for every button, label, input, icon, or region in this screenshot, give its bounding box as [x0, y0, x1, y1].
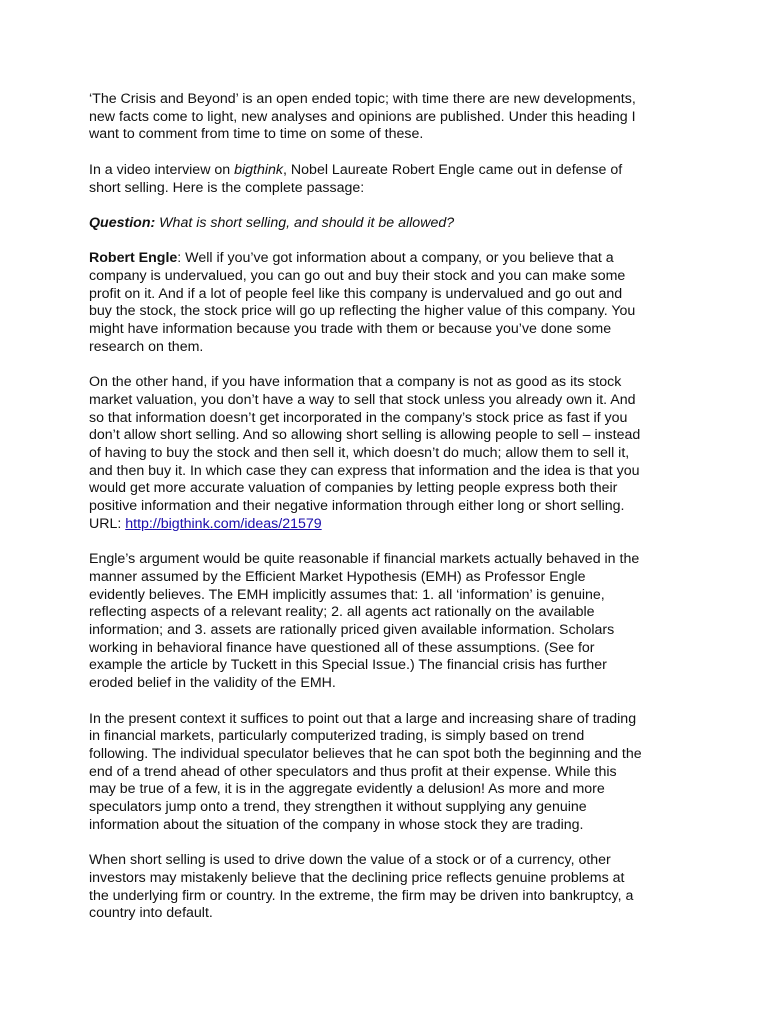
engle-answer-text: : Well if you’ve got information about a company, or you believe that a company is undervalued, you can go out and buy their stock and you can make some profit on it. And if a lot of people feel like this company is undervalued and go out and buy the stock, the stock price will go up reflecting the higher value of this company. You might have information because you trade with them or because you’ve done some research on them. [89, 250, 636, 355]
url-label: URL: [89, 515, 126, 532]
document-page [89, 91, 689, 941]
engle-answer-continued-paragraph [89, 374, 689, 533]
speaker-name: Robert Engle [89, 250, 178, 267]
question-paragraph [89, 215, 689, 233]
trend-following-paragraph: In the present context it suffices to point out that a large and increasing share of trading in financial markets, particularly computerized trading, is simply based on trend following. The individual speculator believes that he can spot both the beginning and the end of a trend ahead of other speculators and thus profit at their expense. While this may be true of a few, it is in the aggregate evidently a delusion! As more and more speculators jump onto a trend, they strengthen it without supplying any genuine information about the situation of the company in whose stock they are trading. [89, 710, 642, 833]
question-label: Question: [89, 214, 156, 231]
question-text: What is short selling, and should it be allowed? [155, 214, 455, 231]
video-text-after: , Nobel Laureate Robert Engle came out in defense of short selling. Here is the complete passage: [89, 161, 623, 196]
bigthink-url-link[interactable]: http://bigthink.com/ideas/21579 [125, 515, 322, 532]
bigthink-source: bigthink [234, 161, 284, 178]
engle-answer-paragraph [89, 250, 689, 356]
video-interview-paragraph [89, 162, 689, 197]
short-selling-paragraph: When short selling is used to drive down the value of a stock or of a currency, other investors may mistakenly believe that the declining price reflects genuine problems at the underlying firm or country. In the extreme, the firm may be driven into bankruptcy, a country into default. [89, 852, 634, 922]
intro-paragraph: ‘The Crisis and Beyond’ is an open ended topic; with time there are new developments, new facts come to light, new analyses and opinions are published. Under this heading I want to comment from time to time on some of these. [89, 91, 636, 143]
engle-answer-continued-text: On the other hand, if you have information that a company is not as good as its stock market valuation, you don’t have a way to sell that stock unless you already own it. And so that information doesn’t get incorporated in the company’s stock price as fast if you don’t allow short selling. And so allowing short selling is allowing people to sell – instead of having to buy the stock and then sell it, which doesn’t do much; allow them to sell it, and then buy it. In which case they can express that information and the idea is that you would get more accurate valuation of companies by letting people express both their positive information and their negative information through either long or short selling. [89, 374, 641, 515]
video-text-before: In a video interview on [89, 161, 235, 178]
emh-paragraph: Engle’s argument would be quite reasonable if financial markets actually behaved in the manner assumed by the Efficient Market Hypothesis (EMH) as Professor Engle evidently believes. The EMH implicitly assumes that: 1. all ‘information’ is genuine, reflecting aspects of a relevant reality; 2. all agents act rationally on the available information; and 3. assets are rationally priced given available information. Scholars working in behavioral finance have questioned all of these assumptions. (See for example the article by Tuckett in this Special Issue.) The financial crisis has further eroded belief in the validity of the EMH. [89, 551, 640, 692]
